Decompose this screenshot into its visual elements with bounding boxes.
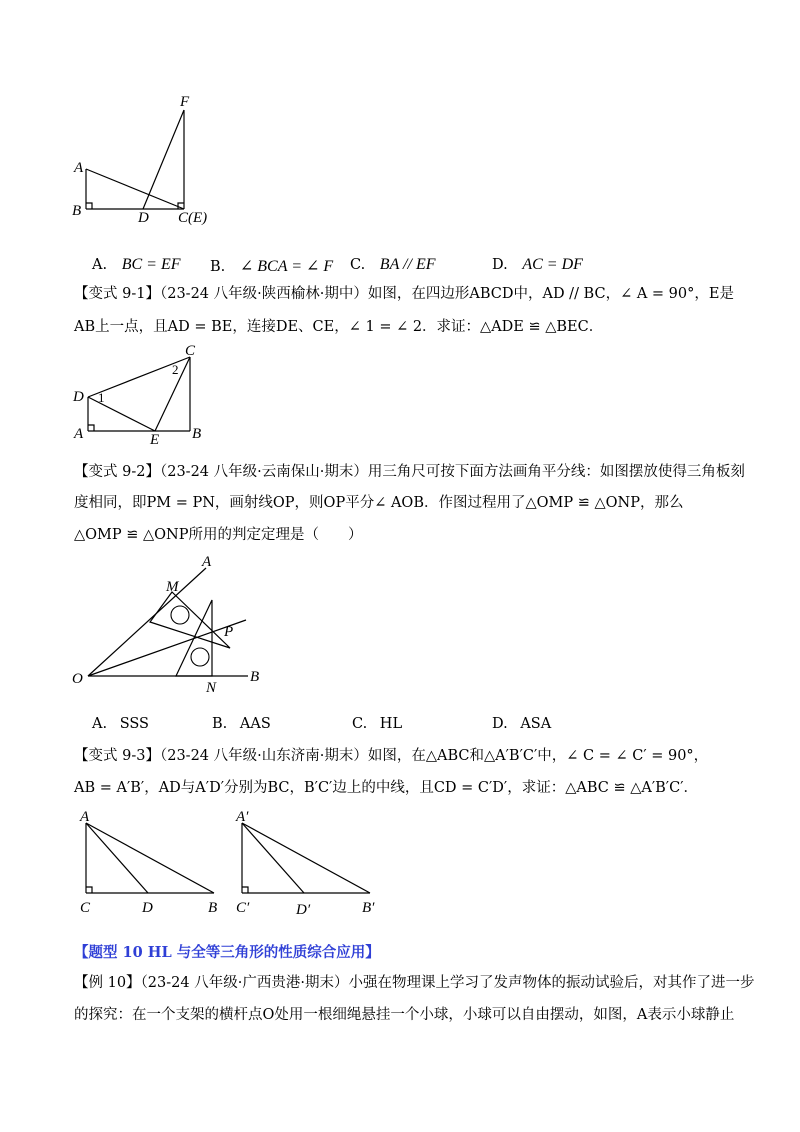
option-letter: B. bbox=[210, 259, 226, 275]
label-angle-2: 2 bbox=[172, 362, 179, 377]
problem-text: 用三角尺可按下面方法画角平分线：如图摆放使得三角板刻 bbox=[367, 464, 745, 480]
option-text: AC = DF bbox=[522, 256, 583, 273]
label-A: A bbox=[74, 426, 84, 442]
problem-text: 的探究：在一个支架的横杆点O处用一根细绳悬挂一个小球，小球可以自由摆动，如图，A表示小球静止 bbox=[74, 1007, 735, 1023]
label-A: A bbox=[202, 554, 212, 570]
source-note: （23-24 八年级·广西贵港·期末） bbox=[140, 975, 349, 991]
label-C: C bbox=[185, 343, 196, 359]
problem-text: 小强在物理课上学习了发声物体的振动试验后，对其作了进一步 bbox=[348, 975, 755, 991]
right-right-angle-mark bbox=[242, 887, 248, 893]
problem-text: 如图，在△ABC和△A′B′C′中，∠ C = ∠ C′ = 90°， bbox=[367, 748, 709, 764]
option-letter: A. bbox=[92, 716, 108, 732]
left-label-C: C bbox=[80, 900, 91, 916]
section-heading: 【题型 10 HL 与全等三角形的性质综合应用】 bbox=[74, 944, 380, 961]
option-text: ASA bbox=[520, 716, 552, 732]
right-segment-AD bbox=[242, 823, 304, 893]
label-P: P bbox=[224, 624, 234, 640]
label-O: O bbox=[72, 671, 83, 687]
example-tag: 【例 10】 bbox=[74, 975, 141, 991]
option-text: HL bbox=[379, 716, 403, 732]
label-B: B bbox=[72, 203, 82, 219]
option-letter: C. bbox=[352, 716, 368, 732]
option-text: AAS bbox=[239, 716, 271, 732]
left-label-B: B bbox=[208, 900, 218, 916]
option-letter: B. bbox=[212, 716, 228, 732]
label-N: N bbox=[206, 680, 217, 696]
option-letter: C. bbox=[350, 257, 366, 273]
left-segment-AD bbox=[86, 823, 148, 893]
label-B: B bbox=[192, 426, 202, 442]
problem-text: △OMP ≌ △ONP所用的判定定理是（ ） bbox=[74, 527, 363, 543]
option-text: SSS bbox=[119, 716, 149, 732]
problem-text: 度相同，即PM = PN，画射线OP，则OP平分∠ AOB．作图过程用了△OMP ≌ △ONP，那么 bbox=[74, 495, 684, 511]
variant-tag: 【变式 9-3】 bbox=[74, 748, 160, 764]
source-note: （23-24 八年级·山东济南·期末） bbox=[159, 748, 368, 764]
label-C-E: C(E) bbox=[178, 210, 208, 226]
problem-text: 如图，在四边形ABCD中，AD // BC，∠ A = 90°，E是 bbox=[367, 286, 734, 302]
right-label-B: B′ bbox=[362, 900, 375, 916]
option-text: BC = EF bbox=[121, 256, 181, 273]
left-label-D: D bbox=[142, 900, 153, 916]
right-label-A: A′ bbox=[236, 809, 249, 825]
right-label-D: D′ bbox=[296, 902, 311, 918]
option-letter: D. bbox=[492, 257, 508, 273]
variant-tag: 【变式 9-1】 bbox=[74, 286, 160, 302]
problem-text: AB上一点，且AD = BE，连接DE、CE，∠ 1 = ∠ 2．求证：△ADE ≌ △BEC． bbox=[74, 319, 604, 335]
label-F: F bbox=[180, 94, 190, 110]
left-right-angle-mark bbox=[86, 887, 92, 893]
label-E: E bbox=[150, 432, 160, 448]
label-D: D bbox=[73, 389, 84, 405]
example-10-line-2 bbox=[74, 1005, 734, 1025]
label-B: B bbox=[250, 669, 260, 685]
example-10-line-1 bbox=[74, 973, 754, 993]
source-note: （23-24 八年级·陕西榆林·期中） bbox=[159, 286, 368, 302]
source-note: （23-24 八年级·云南保山·期末） bbox=[159, 464, 368, 480]
label-M: M bbox=[166, 579, 179, 595]
option-letter: D. bbox=[492, 716, 508, 732]
option-text: BA // EF bbox=[379, 256, 436, 273]
right-segment-AB bbox=[242, 823, 370, 893]
label-D: D bbox=[138, 210, 149, 226]
left-segment-AB bbox=[86, 823, 214, 893]
left-label-A: A bbox=[80, 809, 90, 825]
label-angle-1: 1 bbox=[98, 390, 105, 405]
problem-text: AB = A′B′，AD与A′D′分别为BC，B′C′边上的中线，且CD = C′D′，求证：△ABC ≌ △A′B′C′． bbox=[74, 780, 698, 796]
right-label-C: C′ bbox=[236, 900, 250, 916]
option-text: ∠ BCA = ∠ F bbox=[239, 258, 334, 275]
variant-tag: 【变式 9-2】 bbox=[74, 464, 160, 480]
label-A: A bbox=[74, 160, 84, 176]
option-letter: A. bbox=[92, 257, 108, 273]
